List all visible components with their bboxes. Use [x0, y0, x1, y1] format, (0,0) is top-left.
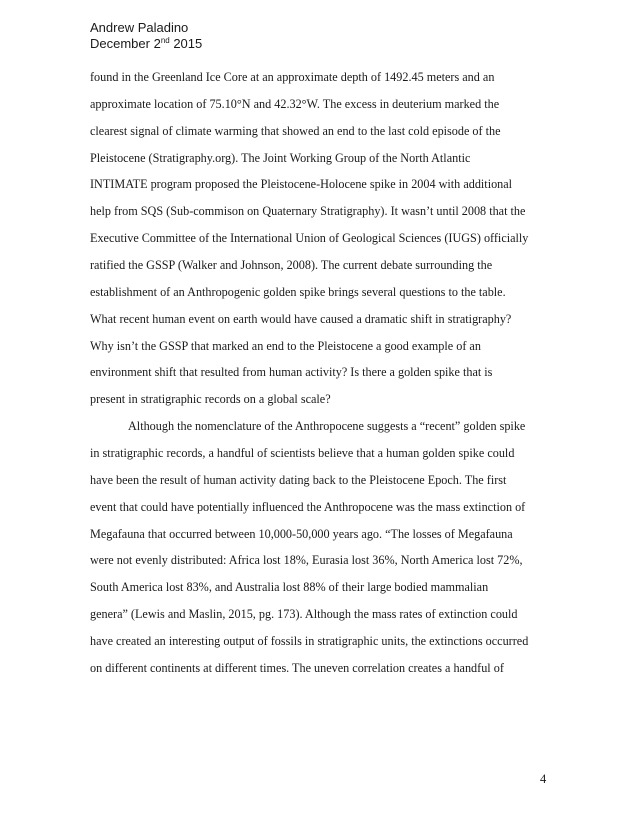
- text-line: South America lost 83%, and Australia lost 88% of their large bodied mammalian: [90, 580, 489, 595]
- text-line: have created an interesting output of fossils in stratigraphic units, the extinctions occurred: [90, 634, 529, 649]
- text-line: found in the Greenland Ice Core at an approximate depth of 1492.45 meters and an: [90, 70, 495, 84]
- text-line: environment shift that resulted from human activity? Is there a golden spike that is: [90, 365, 493, 380]
- text-line: Megafauna that occurred between 10,000-50,000 years ago. “The losses of Megafauna: [90, 526, 513, 541]
- text-line: What recent human event on earth would have caused a dramatic shift in stratigraphy?: [90, 311, 512, 326]
- text-line: genera” (Lewis and Maslin, 2015, pg. 173). Although the mass rates of extinction could: [90, 607, 518, 622]
- page-number: 4: [540, 772, 547, 786]
- body-text: [90, 64, 552, 682]
- header-date: [90, 36, 202, 52]
- text-line: present in stratigraphic records on a global scale?: [90, 392, 331, 407]
- text-line: in stratigraphic records, a handful of scientists believe that a human golden spike could: [90, 446, 515, 461]
- text-line: INTIMATE program proposed the Pleistocene-Holocene spike in 2004 with additional: [90, 177, 513, 192]
- paragraph-first-line: Although the nomenclature of the Anthropocene suggests a “recent” golden spike: [128, 419, 526, 434]
- header-date-year: 2015: [169, 36, 203, 51]
- text-line: were not evenly distributed: Africa lost 18%, Eurasia lost 36%, North America lost 72%,: [90, 553, 523, 568]
- header-date-prefix: December 2: [90, 36, 161, 51]
- running-header: [90, 20, 202, 52]
- text-line: event that could have potentially influenced the Anthropocene was the mass extinction of: [90, 499, 526, 514]
- text-line: Executive Committee of the International Union of Geological Sciences (IUGS) officially: [90, 231, 529, 246]
- header-author: Andrew Paladino: [90, 20, 189, 35]
- text-line: Pleistocene (Stratigraphy.org). The Joint Working Group of the North Atlantic: [90, 150, 471, 165]
- text-line: establishment of an Anthropogenic golden spike brings several questions to the table.: [90, 284, 506, 299]
- text-line: clearest signal of climate warming that showed an end to the last cold episode of the: [90, 123, 501, 138]
- text-line: have been the result of human activity dating back to the Pleistocene Epoch. The first: [90, 472, 507, 487]
- text-line: Why isn’t the GSSP that marked an end to the Pleistocene a good example of an: [90, 338, 481, 353]
- header-date-suffix: nd: [160, 36, 170, 45]
- text-line: on different continents at different times. The uneven correlation creates a handful of: [90, 660, 504, 675]
- text-line: approximate location of 75.10°N and 42.32°W. The excess in deuterium marked the: [90, 96, 500, 111]
- text-line: ratified the GSSP (Walker and Johnson, 2008). The current debate surrounding the: [90, 258, 493, 273]
- text-line: help from SQS (Sub-commison on Quaternary Stratigraphy). It wasn’t until 2008 that the: [90, 204, 526, 219]
